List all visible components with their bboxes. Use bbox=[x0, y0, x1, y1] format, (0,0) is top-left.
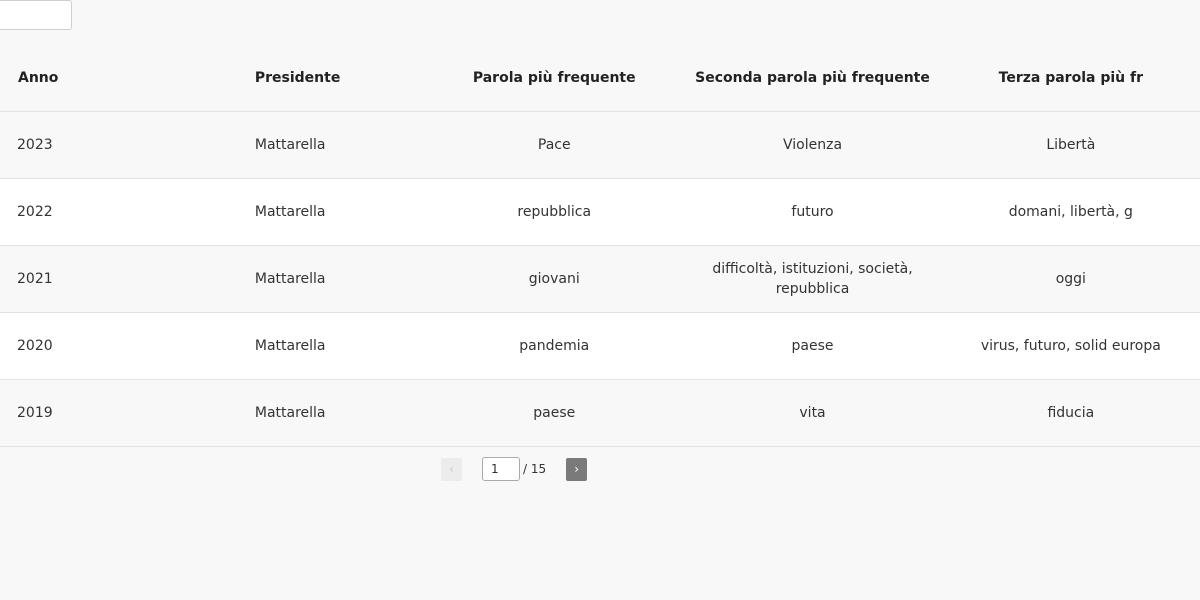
cell-parola-2: Violenza bbox=[683, 112, 941, 179]
cell-presidente: Mattarella bbox=[210, 246, 425, 313]
cell-anno: 2023 bbox=[0, 112, 210, 179]
cell-parola-1: pandemia bbox=[425, 313, 683, 380]
search-input[interactable] bbox=[0, 0, 72, 30]
cell-presidente: Mattarella bbox=[210, 179, 425, 246]
cell-presidente: Mattarella bbox=[210, 380, 425, 447]
data-table bbox=[0, 44, 1200, 447]
table-row bbox=[0, 380, 1200, 447]
cell-anno: 2021 bbox=[0, 246, 210, 313]
cell-parola-1: giovani bbox=[425, 246, 683, 313]
cell-parola-2: vita bbox=[683, 380, 941, 447]
cell-presidente: Mattarella bbox=[210, 112, 425, 179]
cell-parola-3: fiducia bbox=[942, 380, 1200, 447]
page-number-input[interactable] bbox=[482, 457, 520, 481]
table-row bbox=[0, 246, 1200, 313]
cell-parola-3: oggi bbox=[942, 246, 1200, 313]
page-total-label: / 15 bbox=[523, 462, 547, 476]
table-row bbox=[0, 313, 1200, 380]
cell-parola-2: difficoltà, istituzioni, società, repubblica bbox=[683, 246, 941, 313]
column-header-parola-2[interactable]: Seconda parola più frequente bbox=[683, 44, 941, 112]
pagination bbox=[441, 457, 587, 481]
cell-parola-1: repubblica bbox=[425, 179, 683, 246]
cell-presidente: Mattarella bbox=[210, 313, 425, 380]
cell-parola-2: paese bbox=[683, 313, 941, 380]
cell-anno: 2022 bbox=[0, 179, 210, 246]
cell-parola-1: Pace bbox=[425, 112, 683, 179]
column-header-anno[interactable]: Anno bbox=[0, 44, 210, 112]
cell-anno: 2019 bbox=[0, 380, 210, 447]
table-header-row bbox=[0, 44, 1200, 112]
cell-anno: 2020 bbox=[0, 313, 210, 380]
cell-parola-3: Libertà bbox=[942, 112, 1200, 179]
data-table-container bbox=[0, 44, 1200, 447]
column-header-parola-3[interactable]: Terza parola più fr bbox=[942, 44, 1200, 112]
column-header-parola-1[interactable]: Parola più frequente bbox=[425, 44, 683, 112]
next-page-button[interactable]: › bbox=[566, 458, 587, 481]
cell-parola-3: domani, libertà, g bbox=[942, 179, 1200, 246]
cell-parola-2: futuro bbox=[683, 179, 941, 246]
previous-page-button[interactable]: ‹ bbox=[441, 458, 462, 481]
table-row bbox=[0, 179, 1200, 246]
cell-parola-3: virus, futuro, solid europa bbox=[942, 313, 1200, 380]
cell-parola-1: paese bbox=[425, 380, 683, 447]
column-header-presidente[interactable]: Presidente bbox=[210, 44, 425, 112]
table-row bbox=[0, 112, 1200, 179]
